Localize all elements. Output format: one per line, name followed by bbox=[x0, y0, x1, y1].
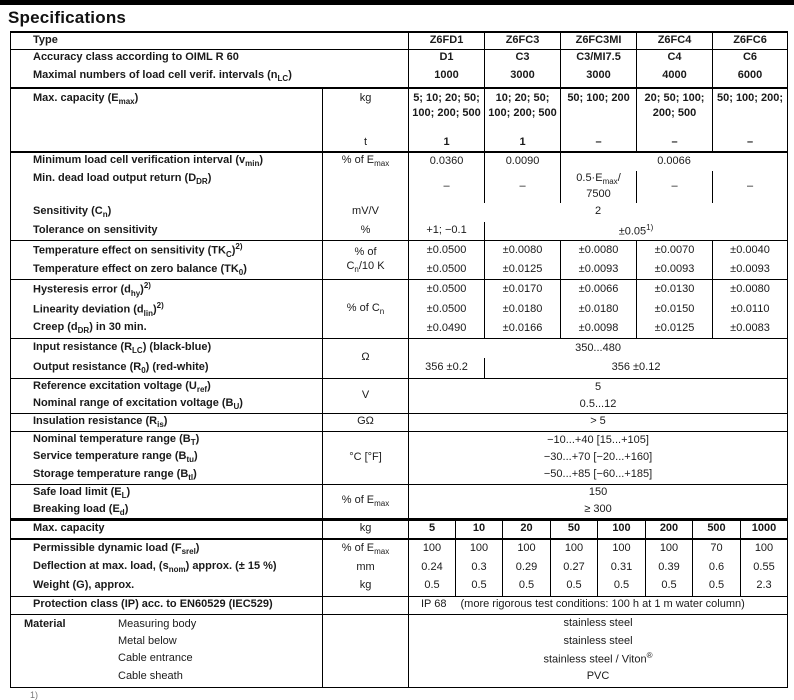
value-cell: ±0.0066 bbox=[561, 280, 637, 300]
value-cell: ±0.0080 bbox=[485, 241, 561, 261]
value-cell: 1 bbox=[485, 135, 561, 152]
value-cell: 100 bbox=[503, 539, 551, 558]
value-cell: ±0.0080 bbox=[713, 280, 788, 300]
row-type-header bbox=[11, 32, 788, 49]
value-cell: ±0.0098 bbox=[561, 319, 637, 338]
value-cell: ±0.0170 bbox=[485, 280, 561, 300]
row-max-capacity-kg bbox=[11, 88, 788, 135]
value-cell: 0.5 bbox=[693, 577, 741, 596]
param-label-cell: Type bbox=[33, 34, 58, 46]
value-cell: 0.5 bbox=[503, 577, 551, 596]
value-cell: 0.0090 bbox=[485, 152, 561, 171]
param-label-cell: Deflection at max. load, $(s_{nom})$ approx. (± 15 %) bbox=[33, 560, 277, 575]
value-cell: ±0.0500 bbox=[409, 280, 485, 300]
col-header-cell: 200 bbox=[646, 519, 693, 539]
value-cell: 0.0066 bbox=[561, 152, 788, 171]
row-material-cable-entrance bbox=[11, 650, 788, 669]
unit-cell: % of $C_n/10$ K bbox=[323, 241, 409, 280]
value-cell: 1000 bbox=[409, 66, 485, 88]
value-cell: 5; 10; 20; 50; 100; 200; 500 bbox=[409, 88, 485, 135]
material-item: Cable entrance bbox=[118, 652, 193, 665]
value-cell: ±0.0080 bbox=[561, 241, 637, 261]
value-cell: ±0.0490 bbox=[409, 319, 485, 338]
col-header-cell: 10 bbox=[456, 519, 503, 539]
value-cell: 20; 50; 100; 200; 500 bbox=[637, 88, 713, 135]
param-label-cell: Reference excitation voltage $(U_{ref})$ bbox=[11, 378, 323, 396]
row-material-measuring-body bbox=[11, 614, 788, 633]
value-cell: 0.5 bbox=[409, 577, 456, 596]
param-label-cell: Creep $(d_{DR})$ in 30 min. bbox=[33, 321, 147, 336]
row-input-resistance bbox=[11, 338, 788, 358]
value-cell: $0.5\cdot E_{max}/$ 7500 bbox=[561, 171, 637, 203]
param-label-cell: Maximal numbers of load cell verif. intervals $(n_{LC})$ bbox=[33, 68, 292, 84]
value-cell: ±0.0130 bbox=[637, 280, 713, 300]
unit-cell: % of $C_n$ bbox=[323, 280, 409, 338]
material-item: Cable sheath bbox=[118, 669, 183, 682]
value-cell: 50; 100; 200 bbox=[561, 88, 637, 135]
row-accuracy-class bbox=[11, 49, 788, 65]
value-cell: – bbox=[713, 171, 788, 203]
value-cell: PVC bbox=[409, 669, 788, 688]
value-cell: C6 bbox=[713, 49, 788, 65]
row-vmin bbox=[11, 152, 788, 171]
value-cell: ±0.0180 bbox=[561, 300, 637, 319]
param-label-cell: Accuracy class according to OIML R 60 bbox=[11, 49, 409, 65]
value-cell: 2.3 bbox=[741, 577, 788, 596]
col-header-cell: 100 bbox=[598, 519, 646, 539]
value-cell: 0.27 bbox=[551, 558, 598, 577]
col-header-cell: 1000 bbox=[741, 519, 788, 539]
value-cell: ≥ 300 bbox=[409, 502, 788, 520]
value-cell: 1 bbox=[409, 135, 485, 152]
unit-cell bbox=[323, 171, 409, 203]
material-heading: Material bbox=[24, 617, 66, 630]
row-tolerance bbox=[11, 222, 788, 241]
value-cell: 100 bbox=[551, 539, 598, 558]
value-cell: ±0.0125 bbox=[637, 319, 713, 338]
row-material-cable-sheath bbox=[11, 669, 788, 688]
value-cell: 3000 bbox=[485, 66, 561, 88]
value-cell: 0.39 bbox=[646, 558, 693, 577]
value-cell: −30...+70 [−20...+160] bbox=[409, 449, 788, 466]
material-item: Measuring body bbox=[118, 617, 197, 630]
unit-cell: GΩ bbox=[323, 414, 409, 432]
value-cell: ±0.0093 bbox=[713, 261, 788, 280]
value-cell: ±0.0093 bbox=[561, 261, 637, 280]
row-nominal-temp-range bbox=[11, 431, 788, 449]
unit-cell bbox=[323, 633, 409, 650]
value-cell: 100 bbox=[646, 539, 693, 558]
unit-cell bbox=[323, 650, 409, 669]
param-label-cell: Service temperature range $(B_{tu})$ bbox=[33, 450, 198, 465]
value-cell: stainless steel bbox=[409, 614, 788, 633]
material-item: Metal below bbox=[118, 634, 177, 647]
row-material-metal-below bbox=[11, 633, 788, 650]
unit-cell: kg bbox=[323, 519, 409, 539]
value-cell: 3000 bbox=[561, 66, 637, 88]
value-cell: 100 bbox=[456, 539, 503, 558]
value-cell: 0.24 bbox=[409, 558, 456, 577]
col-header-cell: 5 bbox=[409, 519, 456, 539]
param-label-cell: Max. capacity $(E_{max})$ bbox=[11, 88, 323, 152]
value-cell: ±0.0150 bbox=[637, 300, 713, 319]
param-label-cell: Permissible dynamic load $(F_{srel})$ bbox=[11, 539, 323, 558]
unit-cell: t bbox=[323, 135, 409, 152]
value-cell: > 5 bbox=[409, 414, 788, 432]
value-cell: 0.31 bbox=[598, 558, 646, 577]
row-weight bbox=[11, 577, 788, 596]
row-safe-load-limit bbox=[11, 484, 788, 501]
value-cell: – bbox=[713, 135, 788, 152]
unit-cell: kg bbox=[323, 88, 409, 135]
param-label-cell: Sensitivity $(C_n)$ bbox=[33, 204, 112, 220]
value-cell: 150 bbox=[409, 484, 788, 501]
param-label-cell: Min. dead load output return $(D_{DR})$ bbox=[33, 171, 212, 186]
value-cell: ±0.0040 bbox=[713, 241, 788, 261]
value-cell bbox=[409, 596, 788, 614]
page-title: Specifications bbox=[8, 8, 127, 27]
unit-cell: % of $E_{max}$ bbox=[323, 484, 409, 519]
row-ddr bbox=[11, 171, 788, 203]
unit-cell: mm bbox=[323, 558, 409, 577]
row-deflection bbox=[11, 558, 788, 577]
top-black-bar bbox=[0, 0, 794, 5]
value-cell: 0.3 bbox=[456, 558, 503, 577]
value-cell: ±0.0110 bbox=[713, 300, 788, 319]
param-label-cell bbox=[11, 633, 323, 650]
value-cell: 2 bbox=[409, 203, 788, 222]
value-cell: ±0.0070 bbox=[637, 241, 713, 261]
value-cell: C3 bbox=[485, 49, 561, 65]
param-label-cell bbox=[11, 669, 323, 688]
param-label-cell: Linearity deviation $(d_{lin})^{2)}$ bbox=[33, 300, 164, 318]
value-cell: 0.5...12 bbox=[409, 396, 788, 413]
value-cell: C4 bbox=[637, 49, 713, 65]
unit-cell: °C [°F] bbox=[323, 431, 409, 484]
value-cell: stainless steel bbox=[409, 633, 788, 650]
value-cell: 4000 bbox=[637, 66, 713, 88]
value-cell: stainless steel / Viton® bbox=[409, 650, 788, 669]
value-cell: 0.5 bbox=[551, 577, 598, 596]
param-label-cell: Safe load limit $(E_L)$ bbox=[11, 484, 323, 501]
param-label-cell: Nominal range of excitation voltage $(B_U)$ bbox=[33, 397, 243, 412]
param-label-cell bbox=[11, 650, 323, 669]
value-cell: – bbox=[409, 171, 485, 203]
unit-cell bbox=[323, 669, 409, 688]
param-label-cell: Weight (G), approx. bbox=[33, 579, 135, 592]
row-capacity-header bbox=[11, 519, 788, 539]
unit-cell: V bbox=[323, 378, 409, 413]
param-label-cell bbox=[11, 614, 323, 633]
unit-cell bbox=[323, 596, 409, 614]
value-cell: 0.0360 bbox=[409, 152, 485, 171]
row-sensitivity bbox=[11, 203, 788, 222]
value-cell: ±0.0083 bbox=[713, 319, 788, 338]
value-cell: 50; 100; 200; bbox=[713, 88, 788, 135]
value-cell: $\pm 0.05^{1)}$ bbox=[485, 222, 788, 241]
value-cell: 0.55 bbox=[741, 558, 788, 577]
footnote-marker: 1) bbox=[30, 690, 39, 700]
param-label-cell: Max. capacity bbox=[33, 522, 105, 535]
unit-cell: mV/V bbox=[323, 203, 409, 222]
value-cell: −10...+40 [15...+105] bbox=[409, 431, 788, 449]
col-header-cell: 50 bbox=[551, 519, 598, 539]
row-insulation-resistance bbox=[11, 414, 788, 432]
param-label-cell: Breaking load $(E_d)$ bbox=[33, 502, 129, 517]
value-cell: 356 ±0.12 bbox=[485, 358, 788, 378]
value-cell: ±0.0093 bbox=[637, 261, 713, 280]
value-cell: 6000 bbox=[713, 66, 788, 88]
param-label-cell: Protection class (IP) acc. to EN60529 (IEC529) bbox=[11, 596, 323, 614]
value-cell: ±0.0166 bbox=[485, 319, 561, 338]
unit-cell: % of $E_{max}$ bbox=[323, 539, 409, 558]
value-cell: 356 ±0.2 bbox=[409, 358, 485, 378]
col-header-cell: 20 bbox=[503, 519, 551, 539]
protection-note: (more rigorous test conditions: 100 h at 1 m water column) bbox=[460, 598, 745, 611]
param-label-cell: Storage temperature range $(B_{tl})$ bbox=[33, 467, 197, 482]
spec-table-capacities bbox=[10, 518, 788, 688]
value-cell: ±0.0180 bbox=[485, 300, 561, 319]
value-cell: 0.6 bbox=[693, 558, 741, 577]
value-cell: ±0.0125 bbox=[485, 261, 561, 280]
param-label-cell: Temperature effect on zero balance $(TK_0)$ bbox=[33, 262, 247, 277]
value-cell: 100 bbox=[598, 539, 646, 558]
value-cell: ±0.0500 bbox=[409, 261, 485, 280]
value-cell: 0.5 bbox=[646, 577, 693, 596]
col-header-cell: Z6FC3 bbox=[485, 32, 561, 49]
row-protection-class bbox=[11, 596, 788, 614]
value-cell: C3/MI7.5 bbox=[561, 49, 637, 65]
value-cell: 70 bbox=[693, 539, 741, 558]
value-cell: 0.5 bbox=[598, 577, 646, 596]
value-cell: +1; −0.1 bbox=[409, 222, 485, 241]
value-cell: 100 bbox=[741, 539, 788, 558]
spec-table-main bbox=[10, 31, 788, 521]
param-label-cell: Tolerance on sensitivity bbox=[33, 224, 158, 237]
param-label-cell: Hysteresis error $(d_{hy})^{2)}$ bbox=[11, 280, 323, 300]
param-label-cell: Output resistance $(R_0)$ (red-white) bbox=[33, 360, 209, 375]
unit-cell: kg bbox=[323, 577, 409, 596]
value-cell: – bbox=[637, 135, 713, 152]
row-verif-intervals bbox=[11, 66, 788, 88]
col-header-cell: Z6FC3MI bbox=[561, 32, 637, 49]
param-label-cell: Insulation resistance $(R_{is})$ bbox=[11, 414, 323, 432]
row-tk-sensitivity bbox=[11, 241, 788, 261]
param-label-cell: Minimum load cell verification interval $(v_{min})$ bbox=[11, 152, 323, 171]
row-dynamic-load bbox=[11, 539, 788, 558]
col-header-cell: Z6FC6 bbox=[713, 32, 788, 49]
protection-rating: IP 68 bbox=[421, 598, 447, 611]
value-cell: 0.29 bbox=[503, 558, 551, 577]
col-header-cell: 500 bbox=[693, 519, 741, 539]
unit-cell: % bbox=[323, 222, 409, 241]
value-cell: −50...+85 [−60...+185] bbox=[409, 466, 788, 484]
unit-cell: % of $E_{max}$ bbox=[323, 152, 409, 171]
value-cell: 0.5 bbox=[456, 577, 503, 596]
value-cell: 10; 20; 50; 100; 200; 500 bbox=[485, 88, 561, 135]
param-label-cell: Input resistance $(R_{LC})$ (black-blue) bbox=[11, 338, 323, 358]
value-cell: – bbox=[561, 135, 637, 152]
value-cell: ±0.0500 bbox=[409, 300, 485, 319]
row-reference-excitation bbox=[11, 378, 788, 396]
value-cell: ±0.0500 bbox=[409, 241, 485, 261]
unit-cell bbox=[323, 614, 409, 633]
col-header-cell: Z6FC4 bbox=[637, 32, 713, 49]
value-cell: – bbox=[485, 171, 561, 203]
param-label-cell: Temperature effect on sensitivity $(TK_C)^{2)}$ bbox=[11, 241, 323, 261]
col-header-cell: Z6FD1 bbox=[409, 32, 485, 49]
row-hysteresis bbox=[11, 280, 788, 300]
value-cell: – bbox=[637, 171, 713, 203]
value-cell: 350...480 bbox=[409, 338, 788, 358]
value-cell: D1 bbox=[409, 49, 485, 65]
unit-cell: Ω bbox=[323, 338, 409, 378]
value-cell: 5 bbox=[409, 378, 788, 396]
param-label-cell: Nominal temperature range $(B_T)$ bbox=[11, 431, 323, 449]
value-cell: 100 bbox=[409, 539, 456, 558]
